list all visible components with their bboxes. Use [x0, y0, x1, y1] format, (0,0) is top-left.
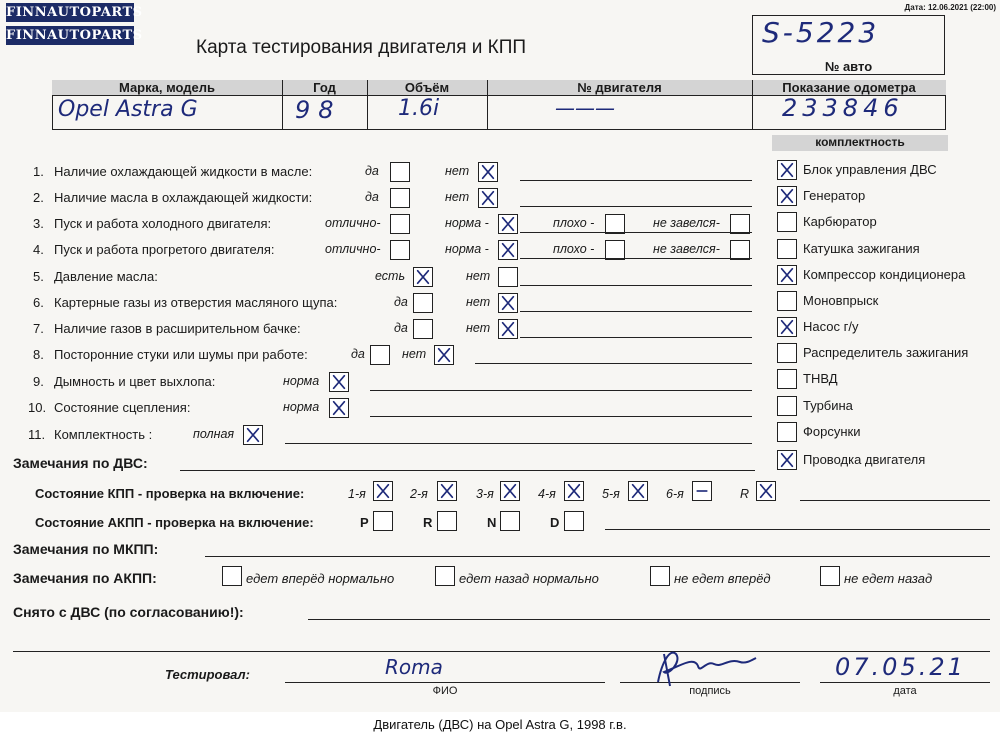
auto-position-checkbox[interactable] — [500, 511, 520, 531]
checkbox-norm[interactable] — [329, 372, 349, 392]
option-label-not_started: не завелся- — [653, 216, 720, 230]
year-label: Год — [313, 80, 336, 95]
gear-checkbox[interactable] — [756, 481, 776, 501]
remarks-engine-label: Замечания по ДВС: — [13, 455, 148, 471]
checkbox-yes[interactable] — [370, 345, 390, 365]
gears-line — [800, 500, 990, 501]
question-text: Пуск и работа холодного двигателя: — [54, 216, 272, 231]
date-handwritten: 07.05.21 — [835, 653, 966, 681]
completeness-checkbox[interactable] — [777, 369, 797, 389]
auto-check-label: не едет назад — [844, 571, 933, 586]
gear-checkbox[interactable] — [373, 481, 393, 501]
completeness-checkbox[interactable] — [777, 239, 797, 259]
volume-label: Объём — [404, 80, 450, 95]
completeness-item-label: Распределитель зажигания — [803, 345, 969, 360]
completeness-item-label: Компрессор кондиционера — [803, 267, 966, 282]
gear-label: 1-я — [348, 487, 366, 501]
manual-gearbox-label: Состояние КПП - проверка на включение: — [35, 486, 305, 501]
question-text: Дымность и цвет выхлопа: — [54, 374, 216, 389]
completeness-checkbox[interactable] — [777, 396, 797, 416]
auto-position-checkbox[interactable] — [564, 511, 584, 531]
gear-checkbox[interactable] — [564, 481, 584, 501]
question-number: 8. — [33, 347, 44, 362]
volume-value: 1.6i — [398, 96, 440, 121]
answer-line — [520, 337, 752, 338]
completeness-checkbox[interactable] — [777, 343, 797, 363]
car-number-handwritten: S-5223 — [762, 16, 880, 49]
option-label-no: нет — [402, 347, 427, 361]
auto-position-label: D — [550, 515, 560, 530]
logo-top: FINNAUTOPARTS — [6, 5, 143, 20]
auto-position-checkbox[interactable] — [373, 511, 393, 531]
auto-check-label: едет назад нормально — [459, 571, 599, 586]
completeness-checkbox[interactable] — [777, 422, 797, 442]
date-line — [820, 682, 990, 683]
option-label-full: полная — [193, 427, 235, 441]
question-text: Картерные газы из отверстия масляного щупа: — [54, 295, 338, 310]
answer-line — [520, 258, 752, 259]
checkbox-excellent[interactable] — [390, 214, 410, 234]
answer-line — [520, 232, 752, 233]
completeness-item-label: Блок управления ДВС — [803, 162, 937, 177]
checkbox-no[interactable] — [498, 319, 518, 339]
option-label-norm: норма — [283, 400, 320, 414]
answer-line — [370, 416, 752, 417]
option-label-excellent: отлично- — [325, 216, 381, 230]
checkbox-no[interactable] — [498, 267, 518, 287]
name-label: ФИО — [432, 685, 458, 697]
checkbox-yes[interactable] — [390, 188, 410, 208]
answer-line — [520, 285, 752, 286]
auto-position-checkbox[interactable] — [437, 511, 457, 531]
question-number: 1. — [33, 164, 44, 179]
option-label-yes: да — [365, 164, 379, 178]
option-label-normal: норма - — [445, 242, 489, 256]
page-title: Карта тестирования двигателя и КПП — [196, 37, 527, 58]
checkbox-yes[interactable] — [413, 293, 433, 313]
question-number: 3. — [33, 216, 44, 231]
completeness-item-label: Форсунки — [803, 424, 861, 439]
option-label-norm: норма — [283, 374, 320, 388]
logo-bottom: FINNAUTOPARTS — [6, 28, 143, 43]
completeness-item-label: ТНВД — [803, 371, 838, 386]
option-label-bad: плохо - — [553, 216, 595, 230]
answer-line — [520, 180, 752, 181]
completeness-item-label: Карбюратор — [803, 214, 877, 229]
gear-checkbox[interactable] — [692, 481, 712, 501]
question-text: Давление масла: — [54, 269, 158, 284]
gear-label: 5-я — [602, 487, 620, 501]
option-label-no: нет — [445, 164, 470, 178]
question-number: 7. — [33, 321, 44, 336]
completeness-item-label: Турбина — [803, 398, 853, 413]
removed-line-2 — [13, 651, 990, 652]
question-text: Наличие охлаждающей жидкости в масле: — [54, 164, 313, 179]
completeness-checkbox[interactable] — [777, 317, 797, 337]
remarks-manual-label: Замечания по МКПП: — [13, 541, 159, 557]
checkbox-present[interactable] — [413, 267, 433, 287]
gear-label: 3-я — [476, 487, 494, 501]
checkbox-yes[interactable] — [390, 162, 410, 182]
auto-position-label: P — [360, 515, 369, 530]
question-text: Наличие газов в расширительном бачке: — [54, 321, 301, 336]
checkbox-no[interactable] — [478, 162, 498, 182]
answer-line — [475, 363, 752, 364]
option-label-no: нет — [466, 269, 491, 283]
checkbox-bad[interactable] — [605, 214, 625, 234]
completeness-checkbox[interactable] — [777, 265, 797, 285]
auto-check-checkbox[interactable] — [820, 566, 840, 586]
checkbox-bad[interactable] — [605, 240, 625, 260]
option-label-no: нет — [466, 295, 491, 309]
auto-position-label: R — [423, 515, 433, 530]
completeness-checkbox[interactable] — [777, 291, 797, 311]
checkbox-excellent[interactable] — [390, 240, 410, 260]
question-number: 2. — [33, 190, 44, 205]
checkbox-no[interactable] — [498, 293, 518, 313]
question-text: Пуск и работа прогретого двигателя: — [54, 242, 275, 257]
remarks-auto-label: Замечания по АКПП: — [13, 570, 157, 586]
remarks-engine-line — [180, 470, 755, 471]
gear-label: 4-я — [538, 487, 556, 501]
auto-check-label: не едет вперёд — [674, 571, 771, 586]
completeness-item-label: Катушка зажигания — [803, 241, 920, 256]
tested-label: Тестировал: — [165, 667, 250, 682]
checkbox-yes[interactable] — [413, 319, 433, 339]
removed-label: Снято с ДВС (по согласованию!): — [13, 604, 244, 620]
auto-gearbox-label: Состояние АКПП - проверка на включение: — [35, 515, 314, 530]
option-label-yes: да — [394, 295, 408, 309]
completeness-item-label: Моновпрыск — [803, 293, 879, 308]
completeness-item-label: Насос г/у — [803, 319, 859, 334]
question-number: 11. — [28, 427, 46, 442]
option-label-bad: плохо - — [553, 242, 595, 256]
auto-check-checkbox[interactable] — [435, 566, 455, 586]
option-label-no: нет — [445, 190, 470, 204]
year-value: 98 — [295, 96, 342, 124]
option-label-yes: да — [394, 321, 408, 335]
image-caption: Двигатель (ДВС) на Opel Astra G, 1998 г.в. — [373, 717, 627, 732]
option-label-not_started: не завелся- — [653, 242, 720, 256]
answer-line — [520, 311, 752, 312]
gear-label: R — [740, 487, 750, 501]
completeness-checkbox[interactable] — [777, 450, 797, 470]
checkbox-normal[interactable] — [498, 240, 518, 260]
removed-line-1 — [308, 619, 990, 620]
checkbox-no[interactable] — [478, 188, 498, 208]
gear-label: 6-я — [666, 487, 684, 501]
date-stamp: Дата: 12.06.2021 (22:00) — [904, 3, 996, 12]
gear-checkbox[interactable] — [500, 481, 520, 501]
completeness-item-label: Генератор — [803, 188, 866, 203]
gear-label: 2-я — [410, 487, 428, 501]
question-text: Комплектность : — [54, 427, 153, 442]
auto-check-checkbox[interactable] — [222, 566, 242, 586]
question-number: 6. — [33, 295, 44, 310]
completeness-checkbox[interactable] — [777, 186, 797, 206]
engine-no-label: № двигателя — [577, 80, 662, 95]
name-line — [285, 682, 605, 683]
make-label: Марка, модель — [118, 80, 216, 95]
checkbox-norm[interactable] — [329, 398, 349, 418]
answer-line — [285, 443, 752, 444]
option-label-present: есть — [375, 269, 406, 283]
auto-check-label: едет вперёд нормально — [246, 571, 395, 586]
gear-checkbox[interactable] — [437, 481, 457, 501]
auto-position-label: N — [487, 515, 497, 530]
question-number: 5. — [33, 269, 44, 284]
date-label: дата — [893, 685, 917, 697]
checkbox-normal[interactable] — [498, 214, 518, 234]
auto-positions-line — [605, 529, 990, 530]
completeness-checkbox[interactable] — [777, 212, 797, 232]
completeness-checkbox[interactable] — [777, 160, 797, 180]
question-text: Посторонние стуки или шумы при работе: — [54, 347, 308, 362]
completeness-item-label: Проводка двигателя — [803, 452, 926, 467]
question-text: Наличие масла в охлаждающей жидкости: — [54, 190, 313, 205]
signature-label: подпись — [689, 685, 731, 697]
option-label-yes: да — [365, 190, 379, 204]
option-label-excellent: отлично- — [325, 242, 381, 256]
answer-line — [520, 206, 752, 207]
question-number: 10. — [28, 400, 47, 415]
option-label-no: нет — [466, 321, 491, 335]
option-label-yes: да — [351, 347, 365, 361]
remarks-manual-line — [205, 556, 990, 557]
checkbox-no[interactable] — [434, 345, 454, 365]
completeness-header: комплектность — [772, 135, 948, 151]
gear-checkbox[interactable] — [628, 481, 648, 501]
question-text: Состояние сцепления: — [54, 400, 191, 415]
auto-check-checkbox[interactable] — [650, 566, 670, 586]
make-value: Opel Astra G — [58, 97, 198, 122]
question-number: 9. — [33, 374, 44, 389]
answer-line — [370, 390, 752, 391]
odometer-label: Показание одометра — [782, 80, 916, 95]
question-number: 4. — [33, 242, 44, 257]
checkbox-not_started[interactable] — [730, 214, 750, 234]
option-label-normal: норма - — [445, 216, 489, 230]
checkbox-full[interactable] — [243, 425, 263, 445]
checkbox-not_started[interactable] — [730, 240, 750, 260]
tester-handwritten: Roma — [385, 655, 443, 679]
car-number-label: № авто — [824, 59, 873, 74]
engine-no-value: ——— — [555, 96, 615, 120]
odometer-value: 233846 — [782, 94, 904, 122]
